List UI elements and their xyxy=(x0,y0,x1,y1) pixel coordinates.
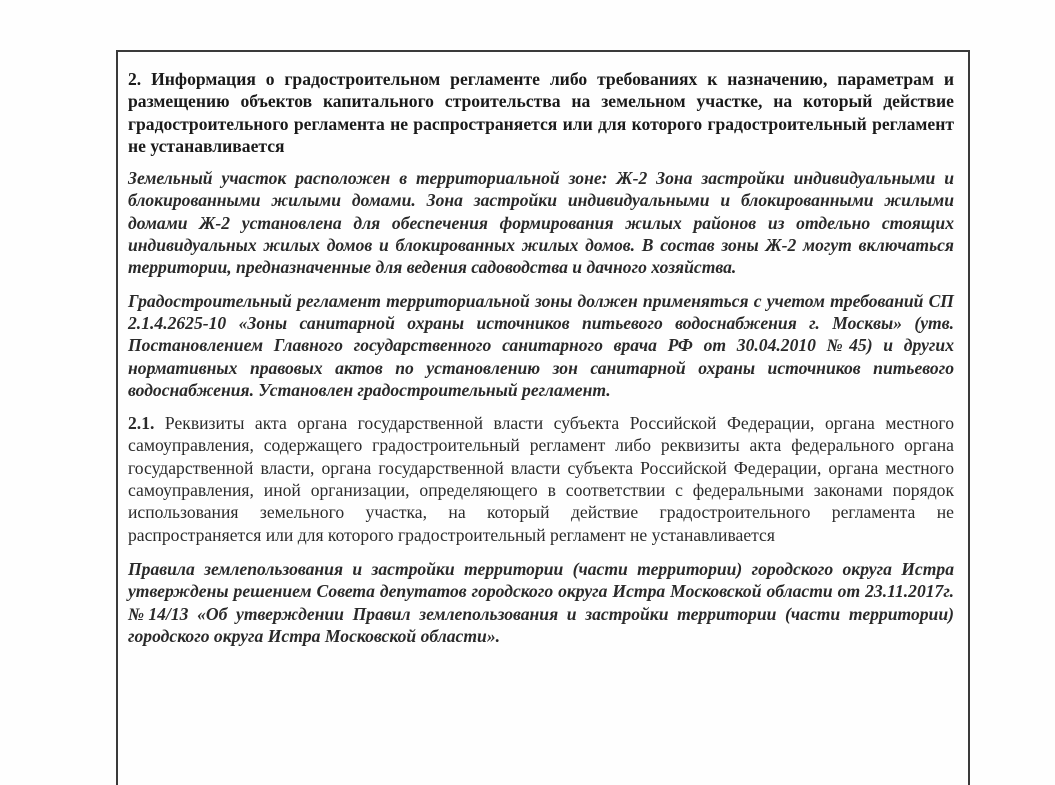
regulation-paragraph: Градостроительный регламент территориальной зоны должен применяться с учетом требований СП 2.1.4.2625-10 «Зоны санитарной охраны источников питьевого водоснабжения г. Москвы» (утв. Постановлением Главного государственного санитарного врача РФ от 30.04.2010 №45) и других нормативных правовых актов по установлению зон санитарной охраны источников питьевого водоснабжения. Установлен градостроительный регламент. xyxy=(128,290,954,400)
rules-paragraph: Правила землепользования и застройки территории (части территории) городского округа Истра утверждены решением Совета депутатов городского округа Истра Московской области от 23.11.2017г. №14/13 «Об утверждении Правил землепользования и застройки территории (части территории) городского округа Истра Московской области». xyxy=(128,558,954,646)
section-2-1-paragraph xyxy=(128,412,954,546)
section-2-1-number: 2.1. xyxy=(128,413,155,434)
document-content xyxy=(128,68,954,647)
section-2-1-text: Реквизиты акта органа государственной власти субъекта Российской Федерации, органа местного самоуправления, содержащего градостроительный регламент либо реквизиты акта федерального органа государственной власти, органа государственной власти субъекта Российской Федерации, органа местного самоуправления, иной организации, определяющего в соответствии с федеральными законами порядок использования земельного участка, на который действие градостроительного регламента не распространяется или для которого градостроительный регламент не устанавливается xyxy=(128,413,954,545)
zone-paragraph: Земельный участок расположен в территориальной зоне: Ж-2 Зона застройки индивидуальными и блокированными жилыми домами. Зона застройки индивидуальными и блокированными жилыми домами Ж-2 установлена для обеспечения формирования жилых районов из отдельно стоящих индивидуальных жилых домов и блокированных жилых домов. В состав зоны Ж-2 могут включаться территории, предназначенные для ведения садоводства и дачного хозяйства. xyxy=(128,168,954,278)
section-2-heading: 2. Информация о градостроительном регламенте либо требованиях к назначению, параметрам и размещению объектов капитального строительства на земельном участке, на который действие градостроительного регламента не распространяется или для которого градостроительный регламент не устанавливается xyxy=(128,69,954,156)
